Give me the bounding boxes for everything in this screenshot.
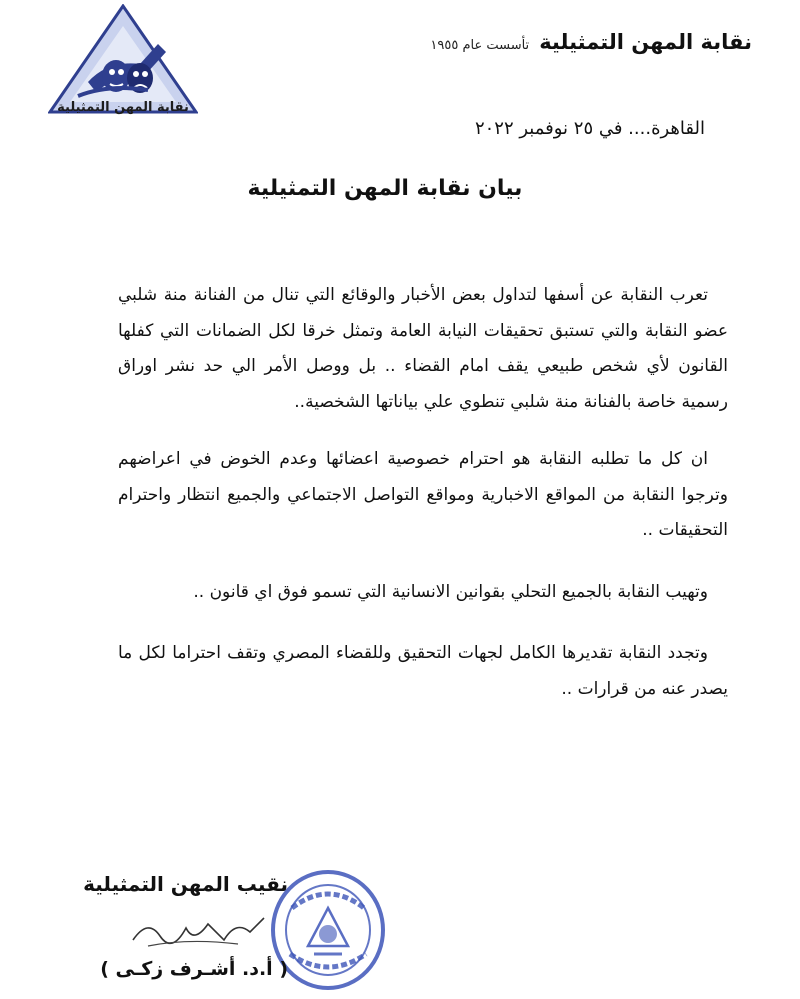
paragraph: تعرب النقابة عن أسفها لتداول بعض الأخبار والوقائع التي تنال من الفنانة منة شلبي عضو النقابة والتي تستبق تحقيقات النيابة العامة وتمثل خرقا لكل الضمانات التي كفلها القانون لأي شخص طبيعي يقف امام القضاء .. بل ووصل الأمر الي حد نشر اوراق رسمية خاصة بالفنانة منة شلبي تنطوي علي بياناتها الشخصية.. <box>118 285 728 412</box>
org-name: نقابة المهن التمثيلية <box>539 30 752 54</box>
signatory-name: ( أ.د. أشـرف زكـى ) <box>100 958 288 980</box>
letterhead <box>430 30 752 54</box>
signatory-title: نقيب المهن التمثيلية <box>83 872 288 896</box>
date-line: القاهرة.... في ٢٥ نوفمبر ٢٠٢٢ <box>474 118 705 139</box>
statement-title: بيان نقابة المهن التمثيلية <box>247 176 523 201</box>
paragraph: وتهيب النقابة بالجميع التحلي بقوانين الانسانية التي تسمو فوق اي قانون .. <box>193 581 708 602</box>
handwritten-signature <box>128 910 268 952</box>
founded-note: تأسست عام ١٩٥٥ <box>430 38 530 53</box>
logo-caption: نقابة المهن التمثيلية <box>57 100 189 115</box>
paragraph: وتجدد النقابة تقديرها الكامل لجهات التحقيق وللقضاء المصري وتقف احتراما لكل ما يصدر عنه من قرارات .. <box>118 643 728 699</box>
paragraph: ان كل ما تطلبه النقابة هو احترام خصوصية اعضائها وعدم الخوض في اعراضهم وترجوا النقابة من المواقع الاخبارية ومواقع التواصل الاجتماعي والجميع انتظار واحترام التحقيقات .. <box>118 449 728 540</box>
statement-body <box>118 278 728 733</box>
